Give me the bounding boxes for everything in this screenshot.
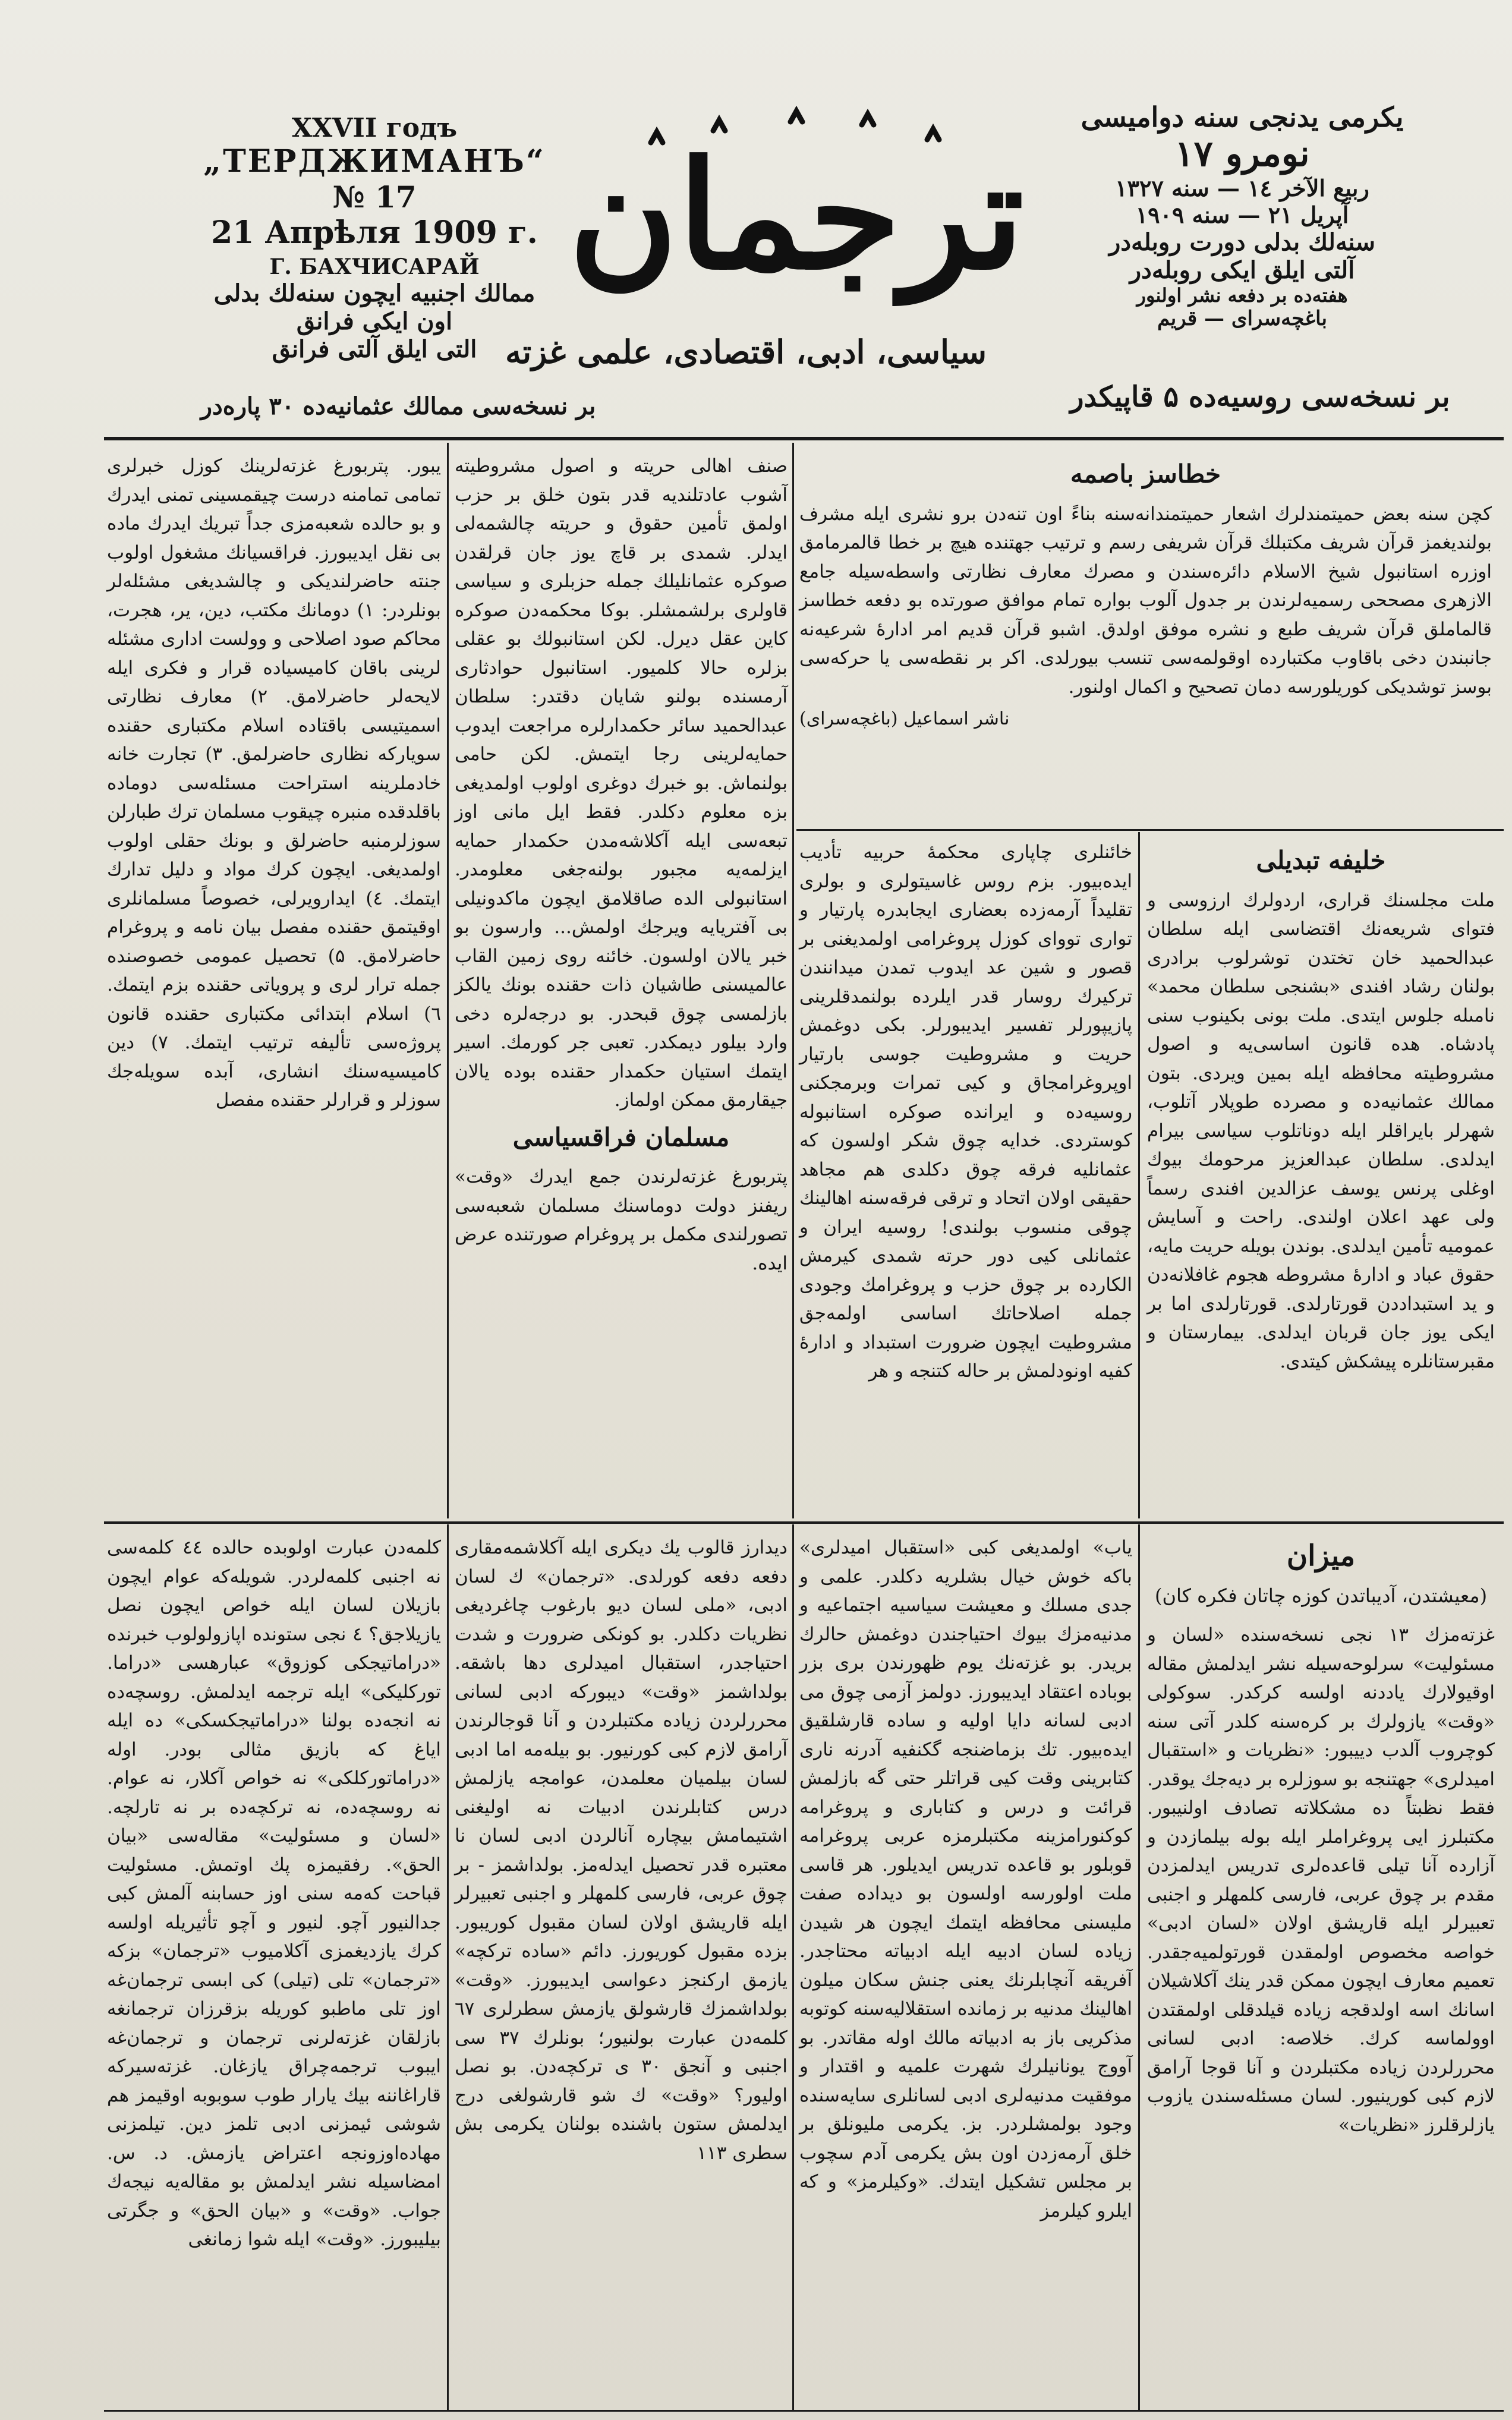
article-body: كلمه‌دن عبارت اولوبده حالده ٤٤ كلمه‌سى نه اجنبى كلمه‌لردر. شويله‌كه عوام ايچون بازيلان لسان ايله خواص ايچون نصل يازيلاجق؟ ٤ نجى ستونده اپازولولوب خبرنده «دراماتيجكى كوزوق» عبارهسى «دراما. توركليكى» ايله ترجمه ايدلمش. روسچه‌ده نه انجه‌ده بولنا «دراماتيجكسكى» ده ايله اياغ كه بازيق مثالى بودر. اوله «دراماتوركلكى» نه خواص آكلار، نه عوام. نه روسچه‌ده، نه تركچه‌ده بر نه تارلچه. «لسان و مسئوليت» مقاله‌سى «بيان الحق». رفقيمزه پك اوتمش. مسئوليت قباحت كه‌مه سنى اوز حسابنه آلمش كبى جدالنيور آچو. لنيور و آچو تأثيريله اولسه كرك يازديغمزى آكلاميوب «ترجمان» بزكه «ترجمان» تلى (تيلى) كى ابسى ترجمان‌غه اوز تلى ماطبو كوريله بزقرزان ترجمانغه بازلقان غزته‌لرنى ترجمان و ترجمان‌غه ايبوب ترجمه‌چراق يازغان. غزته‌سيركه قاراغاننه بيك يارار طوب سوبوبه اوقيمز هم شوشى ئيمزنى ادبى تلمز دين. تيلمزنى مهاده‌اوزونجه اعتراض يازمش. د. س. امضاسيله نشر ايدلمش بو مقاله‌يه نيجه‌ك جواب. «وقت» و «بيان الحق» و جگرتى بيليبورز. «وقت» ايله شوا زمانغى xyxy=(107,1537,442,2250)
logo-calligraphy: ترجمان xyxy=(568,128,1025,302)
volume-line: يكرمى يدنجى سنه دواميسى xyxy=(1081,101,1404,133)
column-divider xyxy=(792,443,794,1518)
article-separator xyxy=(796,829,1504,831)
masthead-left xyxy=(160,113,588,363)
price-russia: بر نسخه‌سى روسيه‌ده ۵ قاپيكدر xyxy=(1070,380,1450,414)
bottom-rule xyxy=(104,2410,1504,2412)
article-signature: ناشر اسماعيل (باغچه‌سراى) xyxy=(799,708,1010,729)
masthead-subtitle: سياسى، ادبى، اقتصادى، علمى غزته xyxy=(505,333,987,371)
article-title: مسلمان فراقسياسى xyxy=(512,1122,730,1152)
column-divider xyxy=(792,1524,794,2410)
publication-frequency: هفته‌ده بر دفعه نشر اولنور xyxy=(1136,284,1348,307)
hijri-date: ربيع الآخر ۱٤ — سنه ۱۳۲۷ xyxy=(1115,175,1369,201)
article-mizan-continued xyxy=(799,1533,1132,2404)
article-mizan-continued xyxy=(455,1533,788,2404)
column-divider xyxy=(1138,832,1140,1518)
foreign-annual-price: اون ايكى فرانق xyxy=(296,307,453,335)
article-subtitle: (معيشتدن، آديباتدن كوزه چاتان فكره كان) xyxy=(1154,1584,1488,1607)
masthead-logo xyxy=(568,89,1025,339)
city-line: Г. БАХЧИСАРАЙ xyxy=(269,254,480,279)
column-divider xyxy=(447,443,449,1518)
masthead-right xyxy=(1010,101,1474,330)
article-mizan xyxy=(1147,1533,1495,2404)
annual-subscription: سنه‌لك بدلى دورت روبله‌در xyxy=(1108,228,1376,256)
article-title: خليفه تبديلى xyxy=(1256,846,1386,875)
article-body: پتربورغ غزته‌لرندن جمع ايدرك «وقت» ريفنز دولت دوماسنك مسلمان شعبه‌سى تصورلندى مكمل بر پروغرام صورتنده عرض ايده. xyxy=(455,1166,788,1274)
article-body: خائنلرى چاپارى محكمهٔ حربيه تأديب ايده‌بيور. بزم روس غاسيتولرى و بولرى تقليداً آرمه‌زده بعضارى ايجابدره پارتيار و توارى توواى كوزل پروغرامى اولمديغنى بر قصور و شين عد ايدوب تمدن ميدانندن تركيرك روسار قدر ايلرده بولنمدقلرينى پازيپورلر تفسير ايديبورلر. بكى دوغمش حريت و مشروطيت جوسى بارتيار اوپروغرامجاق و كيى تمرات وبرمجكنى روسيه‌ده و ايرانده صوكره استانبوله كوستردى. خدايه چوق شكر اولسون كه عثمانليه فرقه چوق دكلدى هم مجاهد حقيقى اولان اتحاد و ترقى فرقه‌سنه اهالينك چوقى منسوب بولندى! روسيه ايران و عثمانلى كيى دور حرته شمدى كيرمش الكارده بر چوق حزب و پروغرامك وجودى جمله اصلاحاتك اساسى اولمه‌جق مشروطيت ايچون ضرورت استبداد و ادارهٔ كفيه اونودلمش بر حاله كتنجه و هر xyxy=(799,842,1132,1382)
article-body: ملت مجلسنك قرارى، اردولرك ارزوسى و فتواى شريعه‌نك اقتضاسى ايله سلطان عبدالحميد خان تختدن توشرلوب برادرى بولنان رشاد افندى «بشنجى سلطان محمد» نامىله جلوس ايتدى. ملت بونى بكينوب سنى پادشاه. هده قانون اساسى‌يه و اصول مشروطيته محافظه ايله بمين ويردى. بتون ممالك عثمانيه‌ده و مصرده طوپلار آتلوب، شهرلر بايراقلر ايله دوناتلوب سياسى بيرام ايدلدى. سلطان عبدالعزيز مرحومك بيوك اوغلى پرنس يوسف عزالدين افندى رسماً ولى عهد اعلان اولندى. راحت و آسايش عموميه تأمين ايدلدى. بوندن بويله حريت مايه، حقوق عباد و ادارهٔ مشروطه هجوم غافلانه‌دن و يد استبداددن قورتارلدى. قورتارلدى اما بر ايكى يوز جان قربان ايدلدى. بيمارستان و مقبرستانلره پيشكش كيتدى. xyxy=(1147,889,1495,1372)
column-divider xyxy=(1138,1524,1140,2410)
gregorian-date: آپريل ۲۱ — سنه ۱۹۰۹ xyxy=(1135,201,1349,228)
article-title: خطاسز باصمه xyxy=(1070,459,1221,489)
foreign-subscription-line: ممالك اجنبيه ايچون سنه‌لك بدلى xyxy=(213,279,536,307)
halfyear-subscription: آلتى ايلق ايكى روبله‌در xyxy=(1129,256,1355,284)
article-body: يبور. پتربورغ غزته‌لرينك كوزل خبرلرى تمامى تمامنه درست چيقمسينى تمنى ايدرك و بو حالده شعبه‌مزى جداً تبريك ايدرك ماده بى نقل ايديبورز. فراقسيانك مشغول اولوب جنته حاضرلنديكى و چالشديغى مشئله‌لر بونلردر: ۱) دومانك مكتب، دين، ير، هجرت، محاكم صود اصلاحى و وولست ادارى مشئله لرينى باقان كاميسياده قرار و فكرى ايله لايحه‌لر حاضرلامق. ۲) معارف نظارتى اسميتيسى باقتاده اسلام مكتبارى حقنده سوياركه نظارى حاضرلمق. ۳) تجارت خانه خادملرينه استراحت مسئله‌سى دوماده باقلدقده منبره چيقوب مسلمان ترك طبارلن سوزلرمنبه حاضرلق و بونك حقلى اولوب اولمديغى. ايچون كرك مواد و دليل تدارك ايتمك. ٤) ايدارويرلى، خصوصاً مسلمانلرى اوقيتمق حقنده مفصل بيان نامه و پروغرام حاضرلامق. ۵) تحصيل عمومى خصوصنده جمله ترار لرى و پروياتى حقنده بزم ايتمك. ٦) اسلام ابتدائى مكتبارى حقنده قانون پروژه‌سى تأليفه ترتيب ايتمك. ۷) دين كاميسيه‌سنك انشارى، آبده سويله‌جك سوزلر و قرارلر حقنده مفصل xyxy=(107,455,441,1111)
issue-date: 21 Апрѣля 1909 г. xyxy=(211,215,538,251)
article-khalifa-tebdili xyxy=(1147,838,1495,1515)
article-body: صنف اهالى حريته و اصول مشروطيته آشوب عادتلنديه قدر بتون خلق بر حزب اولمق تأمين حقوق و حريته چالشمه‌لى ايدلر. شمدى بر قاچ يوز جان قرلقدن صوكره عثمانليلك جمله حزبلرى و سياسى قاولرى برلشمشلر. بوكا محكمه‌دن صوكره كاين عقل ديرل. لكن استانبولك بو عقلى بزلره حالا كلميور. استانبول حوادثارى آرمسنده بولنو شايان دقتدر: سلطان عبدالحميد سائر حكمدارلره مراجعت ايدوب حمايه‌لرينى رجا ايتمش. لكن حامى بولنماش. بو خبرك دوغرى اولوب اولمديغى بزه معلوم دكلدر. فقط ايل مانى اوز تبعه‌سى ايله آكلاشه‌مدن حكمدار حمايه ايزلمه‌يه مجبور بولنه‌جغى معلومدر. استانبولى الده صاقلامق ايچون ماكدونيلى بى آفتريايه ويرجك اولمش... وارسون بو خبر يالان اولسون. خائنه روى زمين القاب عالميسنى طاشيان ذات حقنده بونك يالكز بازلمسى چوق قبحدر. بو درجه‌لره دخى وارد بيلور ديمكدر. تعبى جر كورمك. اسير ايتمك استيان حكمدار حقنده بوده يالان جيقارمق ممكن اولماز. xyxy=(455,455,788,1111)
article-column-left xyxy=(107,452,441,1515)
year-line: XXVII годъ xyxy=(291,113,458,143)
price-ottoman-empire: بر نسخه‌سى ممالك عثمانيه‌ده ۳۰ پاره‌در xyxy=(200,392,596,420)
foreign-halfyear-price: التى ايلق آلتى فرانق xyxy=(272,335,477,363)
article-mizan-continued xyxy=(107,1533,441,2404)
article-body: غزته‌مزك ۱۳ نجى نسخه‌سنده «لسان و مسئوليت» سرلوحه‌سيله نشر ايدلمش مقاله اوقيولارك ياددنه اولسه كركدر. سوكولى «وقت» يازولرك بر كره‌سنه كلدر آتى سنه كوچروب آلدب دييبور: «نظريات و «استقبال اميدلرى» جهتنجه بو سوزلره بر ديه‌جك يوقدر. فقط نظبتاً ده مشكلاته تصادف اولنيبور. مكتبلرز ايى پروغراملر ايله بوله بيلمازدن و آزارده آنا تيلى قاعده‌لرى تدريس ايدلمزدن مقدم بر چوق عربى، فارسى كلمهلر و اجنبى تعبيرلر ايله قاريشق اولان «لسان ادبى» خواصه مخصوص اولمقدن قورتولميه‌جقدر. تعميم معارف ايچون ممكن قدر ينك آكلاشيلان اسانك اسه اولدقجه زياده قيلدقلى اولمقتدن اوولماسه كرك. خلاصه: ادبى لسانى محررلردن زياده مكتبلردن و آنا قوجا آرامق لازم كبى كورينيور. لسان مسئله‌سندن يازوب يازلرقلرز «نظريات» xyxy=(1147,1624,1495,2136)
article-khatasiz-basma xyxy=(799,452,1492,826)
issue-number: № 17 xyxy=(332,179,417,215)
column-divider xyxy=(447,1524,449,2410)
article-body: ياب» اولمديغى كبى «استقبال اميدلرى» باكه خوش خيال بشلريه دكلدر. علمى و جدى مسلك و معيشت سياسيه اجتماعيه و مدنيه‌مزك بيوك احتياجندن دوغمش حالرك بريدر. بو غزته‌نك يوم ظهورندن برى بزر بوباده اعتقاد ايديبورز. دولمز آزمى چوق مى ادبى لسانه دايا اوليه و ساده قارشلقيق ايده‌بيور. تك بزماضنجه گكنفيه آدرنه نارى كتابرينى وقت كيى قراتلر حتى گه بازلمش قرائت و درس و كتابارى و پروغرامه كوكنورامزينه مكتبلرمزه عربى پروغرامه قوبلور بو قاعده تدريس ايديلور. هر قاسى ملت اولورسه اولسون بو ديداده صفت مليسنى محافظه ايتمك ايچون هر شيدن زياده لسان ادبيه ايله ادبياته محتاجدر. آفريقه آنچابلرنك يعنى جنش سكان ميلون اهالينك مدنيه بر زمانده استقلاليه‌سنه كوتوبه مذكريى باز به ادبياته مالك اوله مقاتدر. بو آووج يونانيلرك شهرت علميه و اقتدار و موفقيت مدنيه‌لرى ادبى لسانلرى سايه‌سنده وجود بولمشلردر. بز. يكرمى مليونلق بر خلق آرمه‌زدن اون بش يكرمى آدم سچوب بر مجلس تشكيل ايتدك. «وكيلرمز» و كه ايلرو كيلرمز xyxy=(799,1537,1132,2222)
paper-name-cyrillic: „ТЕРДЖИМАНЪ“ xyxy=(203,143,546,179)
middle-rule xyxy=(104,1521,1504,1524)
masthead-rule xyxy=(104,437,1504,440)
place-line: باغچه‌سراى — قريم xyxy=(1157,307,1327,330)
issue-number-ottoman: نومرو ۱۷ xyxy=(1174,133,1310,175)
article-title: ميزان xyxy=(1286,1539,1356,1573)
article-body: كچن سنه بعض حميتمندلرك اشعار حميتمندانه‌سنه بناءً اون تنه‌دن برو نشرى ايله مشرف بولنديغمز قرآن شريف مكتبلك قرآن شريفى رسم و ترتيب جهتنده هيچ بر خطا قالمرمامق اوزره استانبول شيخ الاسلام دائره‌سندن و مصرك معارف نظارتى واسطه‌سيله جامع الازهرى مصححى رسميه‌لرندن بر جدول آلوب بواره تمام موافق صورتده بو دفعه خطاسز قالماملق قرآن شريف طبع و نشره موفق اولدق. اشبو قرآن قديم امر ادارهٔ شرعيه‌نه جانبندن دخى باقاوب مكتبارده اوقولمه‌سى تنسب بيورلدى. اكر بر نقطه‌سى يا حركه‌سى بوسز توشديكى كوريلورسه دمان تصحيح و اكمال اولنور. xyxy=(799,503,1492,698)
article-body: ديدارز قالوب يك ديكرى ايله آكلاشمه‌مقارى دفعه دفعه كورلدى. «ترجمان» ك لسان ادبى، «ملى لسان ديو بارغوب چاغرديغى نظريات دكلدر. بو كونكى ضرورت و شدت احتياجدر، استقبال اميدلرى دها باشقه. بولداشمز «وقت» ديبوركه ادبى لسانى محررلردن زياده مكتبلردن و آنا قوجالرندن آرامق لازم كبى كورنيور. بو بيله‌مه اما ادبى لسان بيلميان معلمدن، عوامجه يازلمش درس كتابلرندن ادبيات نه اوليغنى اشتيمامش بيچاره آنالردن ادبى لسان نا معتبره قدر تحصيل ايدله‌مز. بولداشمز - بر چوق عربى، فارسى كلمهلر و اجنبى تعبيرلر ايله قاريشق اولان لسان مقبول كوريبور. بزده مقبول كوريورز. دائم «ساده تركچه» يازمق اركنجز دعواسى ايديبورز. «وقت» بولداشمزك قارشولق يازمش سطرلرى ٦۷ كلمه‌دن عبارت بولنيور؛ بونلرك ۳۷ سى اجنبى و آنجق ۳۰ ى تركچه‌دن. بو نصل اوليور؟ «وقت» ك شو قارشولغى درج ايدلمش ستون باشنده بولنان يكرمى بش سطرى ۱۱۳ xyxy=(455,1537,788,2164)
article-column-continuation xyxy=(799,838,1132,1515)
article-column-middle xyxy=(455,452,788,1515)
